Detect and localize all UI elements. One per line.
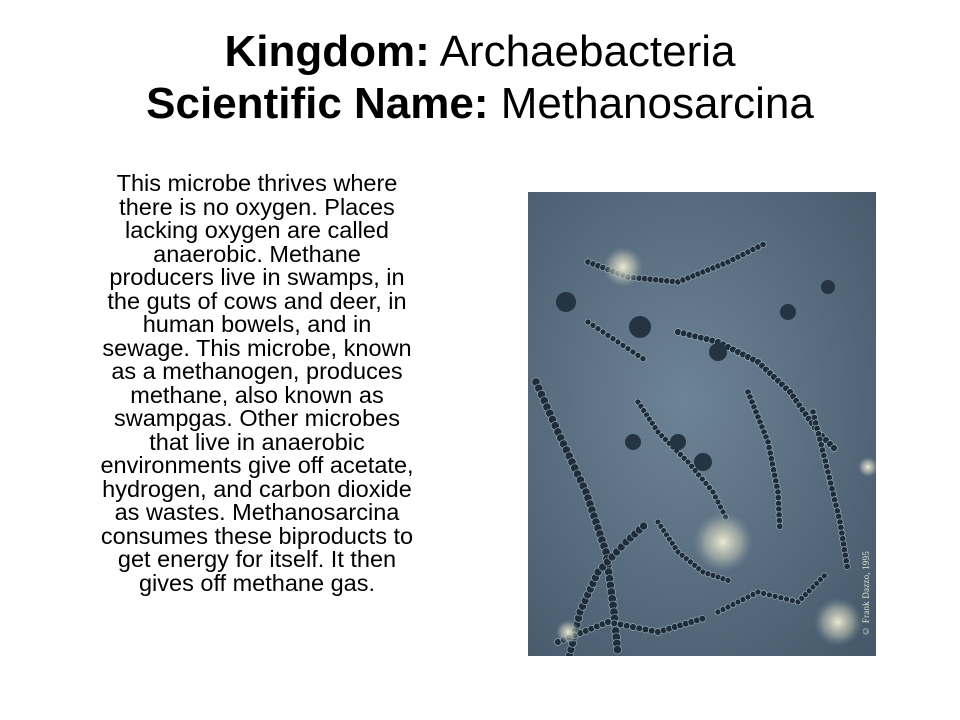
scientific-name-value: Methanosarcina — [500, 79, 814, 128]
title-line-scientific-name — [0, 78, 960, 130]
micrograph-image — [528, 192, 876, 656]
scientific-name-label: Scientific Name: — [146, 79, 489, 128]
slide-title — [0, 26, 960, 130]
kingdom-label: Kingdom: — [224, 27, 430, 76]
photo-credit: © Frank Dazzo, 1995 — [861, 551, 871, 636]
kingdom-value: Archaebacteria — [439, 27, 736, 76]
title-line-kingdom — [0, 26, 960, 78]
description-text: This microbe thrives where there is no oxygen. Places lacking oxygen are called anaerobic. Methane producers live in swamps, in the guts of cows and deer, in human bowels, and in sewage. This microbe, known as a methanogen, produces methane, also known as swampgas. Other microbes that live in anaerobic environments give off acetate, hydrogen, and carbon dioxide as wastes. Methanosarcina consumes these biproducts to get energy for itself. It then gives off methane gas. — [100, 170, 414, 596]
